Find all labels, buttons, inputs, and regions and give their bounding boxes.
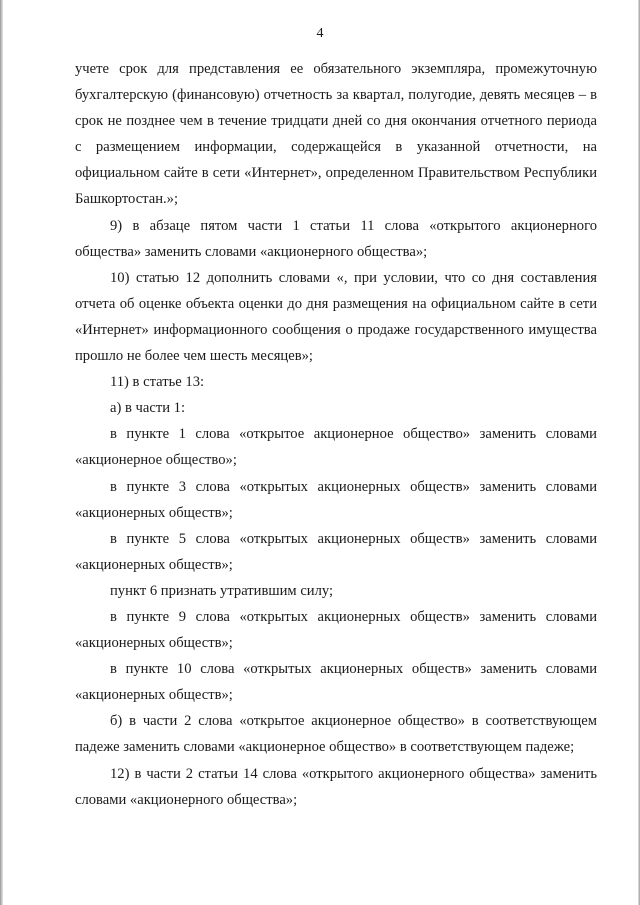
paragraph-point-9: в пункте 9 слова «открытых акционерных обществ» заменить словами «акционерных обществ»; (75, 608, 597, 652)
paragraph-point-6: пункт 6 признать утратившим силу; (110, 582, 334, 599)
paragraph-item-11: 11) в статье 13: (110, 374, 205, 391)
paragraph-point-1: в пункте 1 слова «открытое акционерное общество» заменить словами «акционерное общество»; (75, 426, 597, 469)
page-number: 4 (316, 26, 324, 41)
document-body (75, 56, 597, 813)
paragraph-item-10: 10) статью 12 дополнить словами «, при условии, что со дня составления отчета об оценке объекта оценки до дня размещения на официальном сайте в сети «Интернет» информационного сообщения о продаже государственного имущества прошло не более чем шесть месяцев»; (75, 269, 597, 365)
paragraph-subitem-b: б) в части 2 слова «открытое акционерное общество» в соответствующем падеже заменить словами «акционерное общество» в соответствующем падеже; (75, 713, 597, 756)
paragraph-subitem-a: а) в части 1: (110, 400, 186, 417)
scan-edge-left (0, 0, 3, 905)
paragraph-item-12: 12) в части 2 статьи 14 слова «открытого акционерного общества» заменить словами «акционерного общества»; (75, 765, 597, 808)
paragraph-item-9: 9) в абзаце пятом части 1 статьи 11 слова «открытого акционерного общества» заменить словами «акционерного общества»; (75, 217, 597, 260)
paragraph-point-3: в пункте 3 слова «открытых акционерных обществ» заменить словами «акционерных обществ»; (75, 478, 597, 521)
paragraph-point-10: в пункте 10 слова «открытых акционерных обществ» заменить словами «акционерных обществ»; (75, 661, 597, 704)
paragraph-point-5: в пункте 5 слова «открытых акционерных обществ» заменить словами «акционерных обществ»; (75, 530, 597, 573)
paragraph-continuation: учете срок для представления ее обязательного экземпляра, промежуточную бухгалтерскую (финансовую) отчетность за квартал, полугодие, девять месяцев – в срок не позднее чем в течение тридцати дней со дня окончания отчетного периода с размещением информации, содержащейся в указанной отчетности, на официальном сайте в сети «Интернет», определенном Правительством Республики Башкортостан.»; (75, 61, 597, 208)
